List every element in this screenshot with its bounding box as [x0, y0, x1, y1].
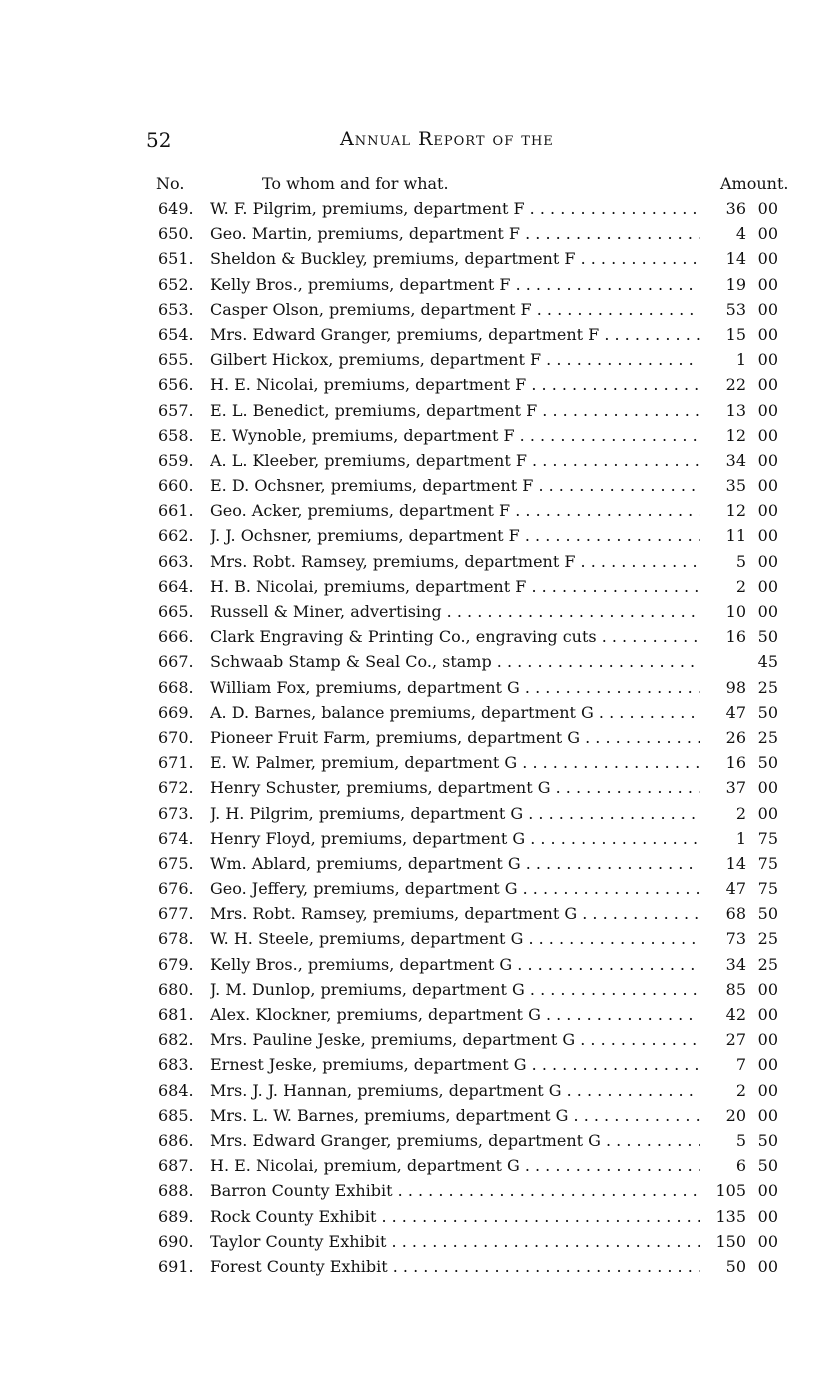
entry-number: 675.	[158, 853, 194, 873]
amount-cents: 25	[757, 727, 778, 747]
entry-description: A. D. Barnes, balance premiums, department G . . .	[210, 700, 700, 725]
amount-dollars: 16	[725, 753, 746, 773]
amount-cents: 00	[757, 551, 778, 571]
entry-number: 659.	[158, 450, 194, 470]
amount-dollars: 68	[725, 904, 746, 924]
amount-cents: 00	[757, 778, 778, 798]
entry-description: Gilbert Hickox, premiums, department F . . .	[210, 347, 700, 372]
table-row	[150, 649, 810, 674]
entry-description: A. L. Kleeber, premiums, department F . . .	[210, 448, 700, 473]
entry-description: William Fox, premiums, department G . . .	[210, 675, 700, 700]
entry-description: Mrs. Robt. Ramsey, premiums, department G . . .	[210, 901, 700, 926]
entry-description: Geo. Acker, premiums, department F . . .	[210, 498, 700, 523]
amount-cents: 25	[757, 677, 778, 697]
entry-description: W. F. Pilgrim, premiums, department F . . .	[210, 196, 700, 221]
entry-description: Mrs. Edward Granger, premiums, department F . . .	[210, 322, 700, 347]
table-row	[150, 624, 810, 649]
amount-cents: 00	[757, 425, 778, 445]
entry-number: 672.	[158, 778, 194, 798]
ledger-table	[150, 196, 810, 1279]
table-row	[150, 1002, 810, 1027]
amount-cents: 00	[757, 501, 778, 521]
entry-number: 673.	[158, 803, 194, 823]
table-row	[150, 599, 810, 624]
table-row	[150, 750, 810, 775]
entry-number: 650.	[158, 224, 194, 244]
table-row	[150, 926, 810, 951]
entry-number: 649.	[158, 199, 194, 218]
table-row	[150, 775, 810, 800]
amount-cents: 75	[757, 853, 778, 873]
table-row	[150, 876, 810, 901]
table-row	[150, 1204, 810, 1229]
table-row	[150, 1027, 810, 1052]
entry-number: 661.	[158, 501, 194, 521]
entry-description: Mrs. Edward Granger, premiums, department G . . .	[210, 1128, 700, 1153]
amount-dollars: 14	[725, 853, 746, 873]
entry-description: Barron County Exhibit . . .	[210, 1178, 700, 1203]
amount-cents: 00	[757, 199, 778, 218]
amount-cents: 00	[757, 249, 778, 269]
entry-description: Schwaab Stamp & Seal Co., stamp . . .	[210, 649, 700, 674]
amount-dollars: 11	[725, 526, 746, 546]
amount-dollars: 2	[735, 803, 746, 823]
column-header-no: No.	[156, 174, 185, 193]
entry-description: Geo. Martin, premiums, department F . . .	[210, 221, 700, 246]
entry-number: 651.	[158, 249, 194, 269]
amount-dollars: 50	[725, 1256, 746, 1276]
amount-cents: 00	[757, 1206, 778, 1226]
entry-number: 671.	[158, 753, 194, 773]
table-row	[150, 272, 810, 297]
amount-dollars: 37	[725, 778, 746, 798]
amount-dollars: 34	[725, 954, 746, 974]
amount-cents: 00	[757, 375, 778, 395]
entry-description: Clark Engraving & Printing Co., engraving cuts . . .	[210, 624, 700, 649]
amount-cents: 50	[757, 627, 778, 647]
amount-cents: 00	[757, 274, 778, 294]
entry-description: E. D. Ochsner, premiums, department F . . .	[210, 473, 700, 498]
amount-cents: 00	[757, 299, 778, 319]
amount-dollars: 35	[725, 476, 746, 496]
entry-description: Pioneer Fruit Farm, premiums, department G . . .	[210, 725, 700, 750]
amount-dollars: 22	[725, 375, 746, 395]
entry-number: 689.	[158, 1206, 194, 1226]
amount-dollars: 85	[725, 979, 746, 999]
entry-description: E. Wynoble, premiums, department F . . .	[210, 423, 700, 448]
entry-description: Mrs. J. J. Hannan, premiums, department G . . .	[210, 1078, 700, 1103]
amount-dollars: 34	[725, 450, 746, 470]
amount-cents: 75	[757, 828, 778, 848]
entry-number: 684.	[158, 1080, 194, 1100]
amount-dollars: 27	[725, 1030, 746, 1050]
entry-number: 678.	[158, 929, 194, 949]
entry-number: 663.	[158, 551, 194, 571]
table-row	[150, 347, 810, 372]
amount-dollars: 2	[735, 576, 746, 596]
entry-number: 679.	[158, 954, 194, 974]
table-row	[150, 221, 810, 246]
table-row	[150, 1052, 810, 1077]
entry-number: 666.	[158, 627, 194, 647]
amount-dollars: 4	[735, 224, 746, 244]
amount-dollars: 36	[725, 199, 746, 218]
table-row	[150, 498, 810, 523]
amount-dollars: 26	[725, 727, 746, 747]
amount-dollars: 73	[725, 929, 746, 949]
table-row	[150, 1178, 810, 1203]
table-row	[150, 473, 810, 498]
entry-number: 677.	[158, 904, 194, 924]
amount-dollars: 19	[725, 274, 746, 294]
table-row	[150, 952, 810, 977]
table-row	[150, 1229, 810, 1254]
table-row	[150, 901, 810, 926]
entry-number: 662.	[158, 526, 194, 546]
entry-number: 652.	[158, 274, 194, 294]
entry-description: E. W. Palmer, premium, department G . . .	[210, 750, 700, 775]
table-row	[150, 372, 810, 397]
amount-cents: 00	[757, 1055, 778, 1075]
entry-number: 682.	[158, 1030, 194, 1050]
amount-dollars: 1	[735, 350, 746, 370]
amount-dollars: 5	[735, 1130, 746, 1150]
entry-number: 665.	[158, 602, 194, 621]
amount-dollars: 13	[725, 400, 746, 420]
amount-dollars: 135	[715, 1206, 746, 1226]
amount-cents: 00	[757, 1256, 778, 1276]
table-row	[150, 1103, 810, 1128]
entry-number: 664.	[158, 576, 194, 596]
table-row	[150, 826, 810, 851]
entry-number: 690.	[158, 1231, 194, 1251]
entry-description: Russell & Miner, advertising . . .	[210, 599, 700, 624]
entry-description: Geo. Jeffery, premiums, department G . . .	[210, 876, 700, 901]
entry-number: 669.	[158, 702, 194, 722]
table-row	[150, 297, 810, 322]
entry-number: 674.	[158, 828, 194, 848]
entry-number: 656.	[158, 375, 194, 395]
entry-description: Rock County Exhibit . . .	[210, 1204, 700, 1229]
entry-description: Forest County Exhibit . . .	[210, 1254, 700, 1279]
amount-dollars: 105	[715, 1181, 746, 1201]
entry-description: Mrs. Robt. Ramsey, premiums, department F . . .	[210, 549, 700, 574]
amount-dollars: 6	[735, 1156, 746, 1176]
amount-cents: 00	[757, 576, 778, 596]
entry-description: Ernest Jeske, premiums, department G . . .	[210, 1052, 700, 1077]
entry-description: Henry Schuster, premiums, department G . . .	[210, 775, 700, 800]
entry-number: 687.	[158, 1156, 194, 1176]
table-row	[150, 196, 810, 221]
table-row	[150, 977, 810, 1002]
table-row	[150, 801, 810, 826]
entry-number: 688.	[158, 1181, 194, 1201]
page-number: 52	[146, 128, 172, 152]
entry-description: W. H. Steele, premiums, department G . . .	[210, 926, 700, 951]
entry-description: Henry Floyd, premiums, department G . . .	[210, 826, 700, 851]
entry-number: 668.	[158, 677, 194, 697]
entry-description: J. H. Pilgrim, premiums, department G . . .	[210, 801, 700, 826]
entry-description: E. L. Benedict, premiums, department F . . .	[210, 398, 700, 423]
amount-dollars: 7	[735, 1055, 746, 1075]
table-row	[150, 1128, 810, 1153]
amount-cents: 50	[757, 702, 778, 722]
amount-cents: 25	[757, 929, 778, 949]
column-header-amount: Amount.	[720, 174, 789, 193]
entry-description: Kelly Bros., premiums, department G . . .	[210, 952, 700, 977]
amount-cents: 00	[757, 1181, 778, 1201]
amount-dollars: 15	[725, 324, 746, 344]
table-row	[150, 1153, 810, 1178]
entry-description: Kelly Bros., premiums, department F . . .	[210, 272, 700, 297]
amount-cents: 00	[757, 1005, 778, 1024]
entry-description: Mrs. Pauline Jeske, premiums, department G . . .	[210, 1027, 700, 1052]
amount-cents: 00	[757, 350, 778, 370]
amount-dollars: 5	[735, 551, 746, 571]
amount-dollars: 98	[725, 677, 746, 697]
amount-dollars: 20	[725, 1105, 746, 1125]
amount-dollars: 14	[725, 249, 746, 269]
table-row	[150, 675, 810, 700]
entry-number: 653.	[158, 299, 194, 319]
table-row	[150, 423, 810, 448]
running-head: Annual Report of the	[340, 128, 554, 150]
amount-cents: 00	[757, 1080, 778, 1100]
entry-description: H. E. Nicolai, premiums, department F . . .	[210, 372, 700, 397]
table-row	[150, 322, 810, 347]
amount-dollars: 47	[725, 879, 746, 899]
amount-cents: 00	[757, 1030, 778, 1050]
table-row	[150, 246, 810, 271]
entry-description: Mrs. L. W. Barnes, premiums, department G . . .	[210, 1103, 700, 1128]
entry-description: J. M. Dunlop, premiums, department G . . .	[210, 977, 700, 1002]
entry-description: Taylor County Exhibit . . .	[210, 1229, 700, 1254]
amount-cents: 75	[757, 879, 778, 899]
amount-dollars: 150	[715, 1231, 746, 1251]
table-row	[150, 851, 810, 876]
amount-cents: 00	[757, 602, 778, 621]
table-row	[150, 1254, 810, 1279]
amount-cents: 00	[757, 1105, 778, 1125]
table-row	[150, 574, 810, 599]
amount-dollars: 10	[725, 602, 746, 621]
amount-dollars: 12	[725, 425, 746, 445]
amount-cents: 50	[757, 1130, 778, 1150]
entry-number: 681.	[158, 1005, 194, 1024]
amount-dollars: 1	[735, 828, 746, 848]
amount-dollars: 47	[725, 702, 746, 722]
amount-cents: 00	[757, 979, 778, 999]
entry-description: H. B. Nicolai, premiums, department F . . .	[210, 574, 700, 599]
entry-number: 685.	[158, 1105, 194, 1125]
amount-dollars: 42	[725, 1005, 746, 1024]
amount-dollars: 53	[725, 299, 746, 319]
entry-description: H. E. Nicolai, premium, department G . . .	[210, 1153, 700, 1178]
table-row	[150, 700, 810, 725]
table-row	[150, 523, 810, 548]
entry-number: 667.	[158, 652, 194, 672]
amount-dollars: 16	[725, 627, 746, 647]
entry-number: 655.	[158, 350, 194, 370]
entry-number: 657.	[158, 400, 194, 420]
table-row	[150, 549, 810, 574]
amount-cents: 00	[757, 1231, 778, 1251]
entry-number: 680.	[158, 979, 194, 999]
entry-number: 660.	[158, 476, 194, 496]
amount-cents: 00	[757, 224, 778, 244]
amount-cents: 50	[757, 904, 778, 924]
amount-cents: 00	[757, 324, 778, 344]
table-row	[150, 448, 810, 473]
entry-number: 654.	[158, 324, 194, 344]
entry-description: Wm. Ablard, premiums, department G . . .	[210, 851, 700, 876]
entry-description: Alex. Klockner, premiums, department G . . .	[210, 1002, 700, 1027]
amount-dollars: 12	[725, 501, 746, 521]
amount-cents: 00	[757, 803, 778, 823]
amount-cents: 25	[757, 954, 778, 974]
amount-dollars: 2	[735, 1080, 746, 1100]
entry-description: J. J. Ochsner, premiums, department F . . .	[210, 523, 700, 548]
amount-cents: 00	[757, 450, 778, 470]
table-row	[150, 1078, 810, 1103]
entry-description: Casper Olson, premiums, department F . . .	[210, 297, 700, 322]
table-row	[150, 398, 810, 423]
entry-number: 686.	[158, 1130, 194, 1150]
table-row	[150, 725, 810, 750]
amount-cents: 00	[757, 476, 778, 496]
amount-cents: 45	[757, 652, 778, 672]
entry-number: 691.	[158, 1256, 194, 1276]
entry-description: Sheldon & Buckley, premiums, department F . . .	[210, 246, 700, 271]
amount-cents: 00	[757, 400, 778, 420]
amount-cents: 50	[757, 1156, 778, 1176]
column-header-to-whom: To whom and for what.	[262, 174, 449, 193]
amount-cents: 50	[757, 753, 778, 773]
entry-number: 683.	[158, 1055, 194, 1075]
amount-cents: 00	[757, 526, 778, 546]
entry-number: 670.	[158, 727, 194, 747]
entry-number: 658.	[158, 425, 194, 445]
entry-number: 676.	[158, 879, 194, 899]
